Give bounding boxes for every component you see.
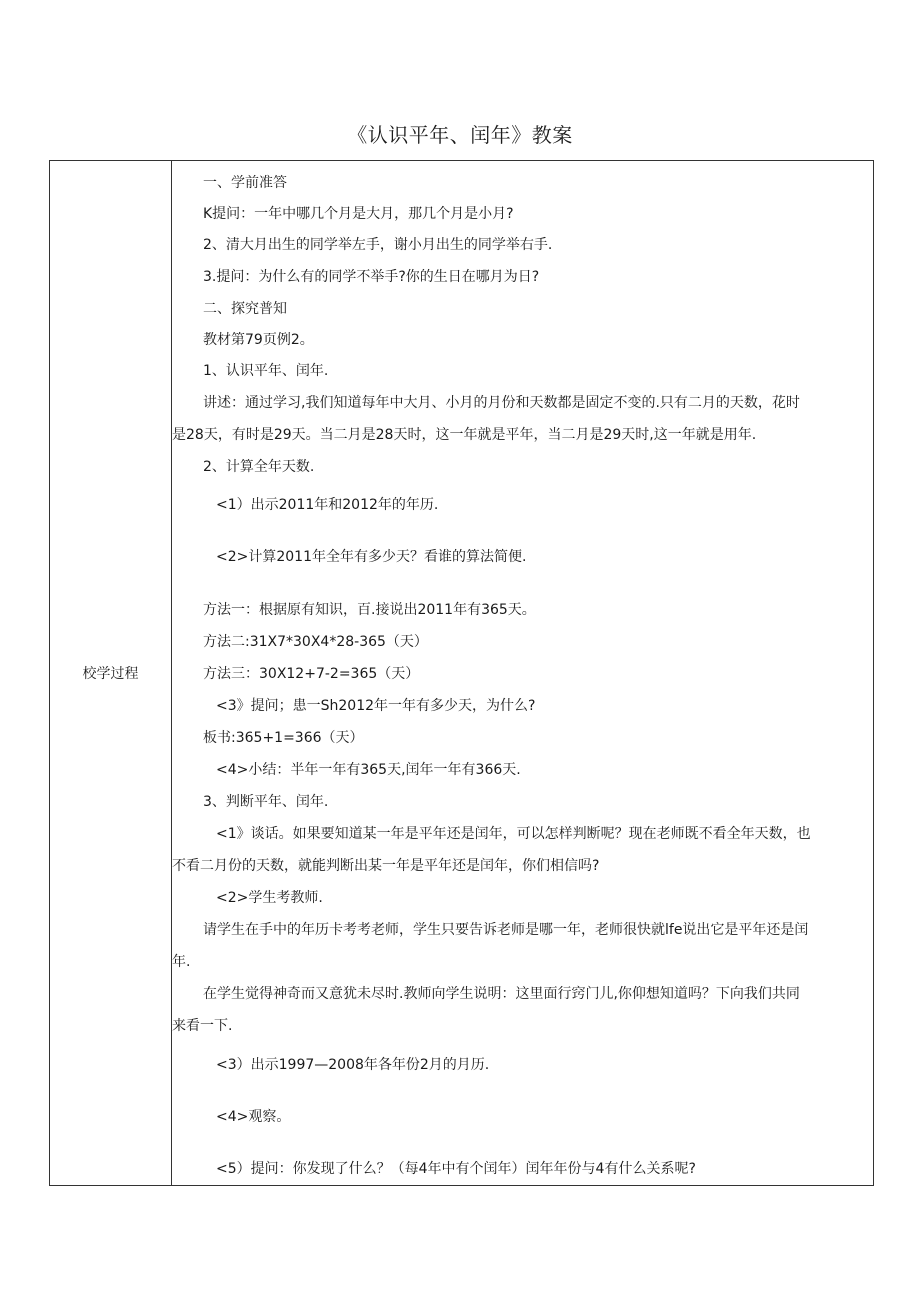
text-line: <3》提问；患一Sh2012年一年有多少天，为什么? [216, 698, 536, 714]
row-label: 校学过程 [82, 666, 139, 682]
text-line: <2>学生考教师. [216, 890, 323, 906]
text-line: 方法一：根据原有知识，百.接说出2011年有365天。 [203, 602, 536, 618]
text-line: 2、清大月出生的同学举左手，谢小月出生的同学举右手. [203, 237, 553, 253]
text-line: 请学生在手中的年历卡考考老师，学生只要告诉老师是哪一年，老师很快就lfe说出它是平年还是闰 [203, 922, 809, 938]
text-line: 3、判断平年、闰年. [203, 794, 329, 810]
text-line: 3.提问：为什么有的同学不举手?你的生日在哪月为日? [203, 269, 540, 285]
lesson-content [172, 161, 875, 1185]
text-line: 一、学前准答 [203, 175, 287, 191]
text-line: K提问：一年中哪几个月是大月，那几个月是小月? [203, 206, 514, 222]
text-line: 来看一下. [172, 1018, 233, 1034]
text-line: 在学生觉得神奇而又意犹未尽时.教师向学生说明：这里面行窍门儿,你仰想知道吗？下向我们共同 [203, 986, 800, 1002]
text-line: <1》谈话。如果要知道某一年是平年还是闰年，可以怎样判断呢？现在老师既不看全年天数，也 [216, 826, 811, 842]
text-line: <5）提问：你发现了什么？（每4年中有个闰年）闰年年份与4有什么关系呢? [216, 1161, 696, 1177]
text-line: 方法三：30X12+7-2=365（天） [203, 666, 420, 682]
text-line: 方法二:31X7*30X4*28-365（天） [203, 634, 428, 650]
text-line: 板书:365+1=366（天） [203, 730, 364, 746]
text-line: <3）出示1997—2008年各年份2月的月历. [216, 1057, 490, 1073]
page-title: 《认识平年、闰年》教案 [347, 123, 573, 147]
text-line: <4>观察。 [216, 1109, 291, 1125]
text-line: <2>计算2011年全年有多少天？看谁的算法简便. [216, 549, 527, 565]
text-line: 不看二月份的天数，就能判断出某一年是平年还是闰年，你们相信吗? [172, 858, 600, 874]
text-line: 教材第79页例2。 [203, 332, 314, 348]
text-line: 讲述：通过学习,我们知道每年中大月、小月的月份和天数都是固定不变的.只有二月的天数，花时 [203, 395, 800, 411]
text-line: <4>小结：半年一年有365天,闰年一年有366天. [216, 762, 521, 778]
text-line: 是28天，有时是29天。当二月是28天时，这一年就是平年，当二月是29天时,这一年就是用年. [172, 427, 757, 443]
text-line: 二、探究普知 [203, 301, 287, 317]
text-line: 1、认识平年、闰年. [203, 363, 329, 379]
lesson-table [49, 160, 874, 1186]
text-line: 年. [172, 954, 191, 970]
text-line: 2、计算全年天数. [203, 459, 315, 475]
text-line: <1）出示2011年和2012年的年历. [216, 497, 439, 513]
